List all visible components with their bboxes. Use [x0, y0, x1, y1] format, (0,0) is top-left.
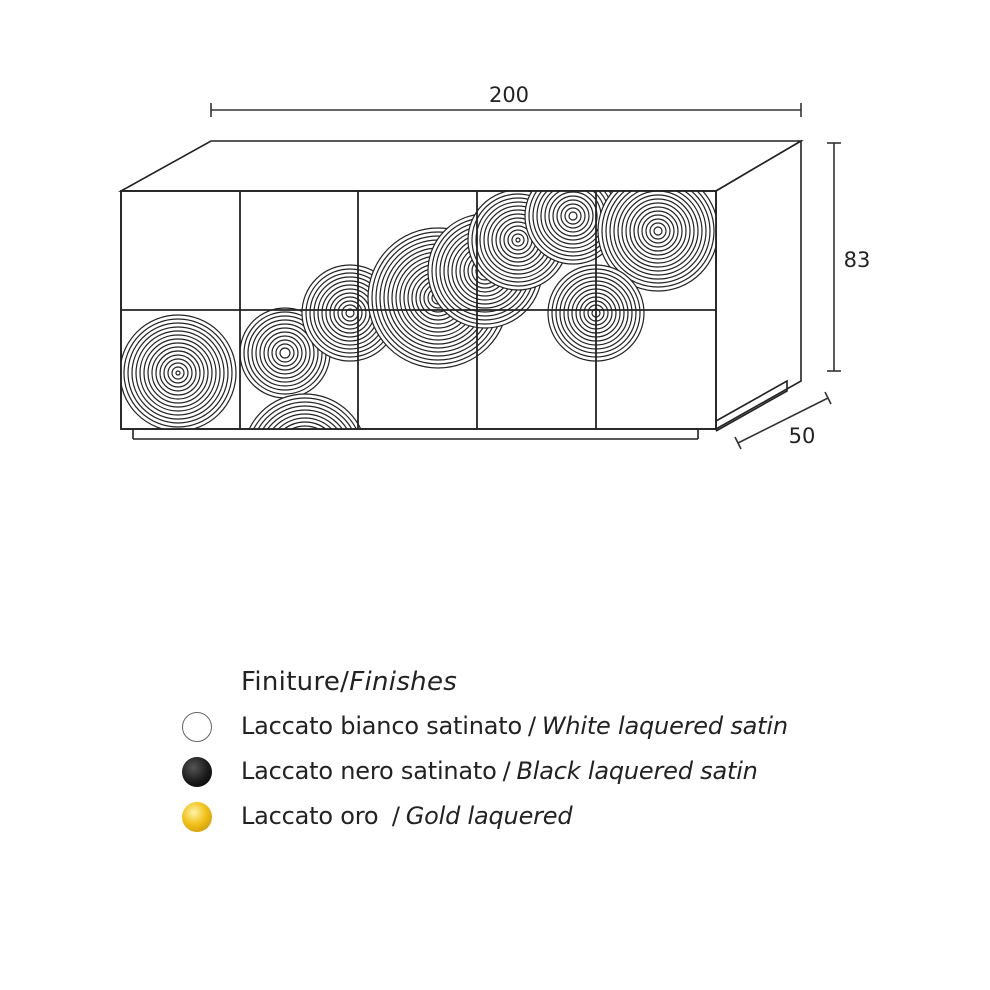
finish-separator: /	[391, 802, 400, 830]
finish-label-it: Laccato nero satinato	[241, 757, 497, 785]
finish-item-gold	[182, 794, 902, 839]
finish-item-black	[182, 749, 902, 794]
finish-label-it: Laccato bianco satinato	[241, 712, 522, 740]
finishes-title-it: Finiture/	[241, 667, 350, 697]
depth-label: 50	[788, 424, 816, 448]
width-label: 200	[488, 83, 530, 107]
finishes-title-en: Finishes	[349, 667, 458, 697]
finishes-title	[241, 660, 902, 704]
height-dimension	[827, 143, 841, 371]
finish-label-en: White laquered satin	[541, 712, 788, 740]
white-swatch-icon	[182, 712, 212, 742]
finish-item-white	[182, 704, 902, 749]
finish-label-en: Gold laquered	[405, 802, 573, 830]
finish-separator: /	[527, 712, 536, 740]
gold-swatch-icon	[182, 802, 212, 832]
black-swatch-icon	[182, 757, 212, 787]
finishes-legend	[182, 660, 902, 839]
finish-label-it: Laccato oro	[241, 802, 386, 830]
height-label: 83	[843, 248, 871, 272]
finish-separator: /	[502, 757, 511, 785]
finish-label-en: Black laquered satin	[516, 757, 758, 785]
